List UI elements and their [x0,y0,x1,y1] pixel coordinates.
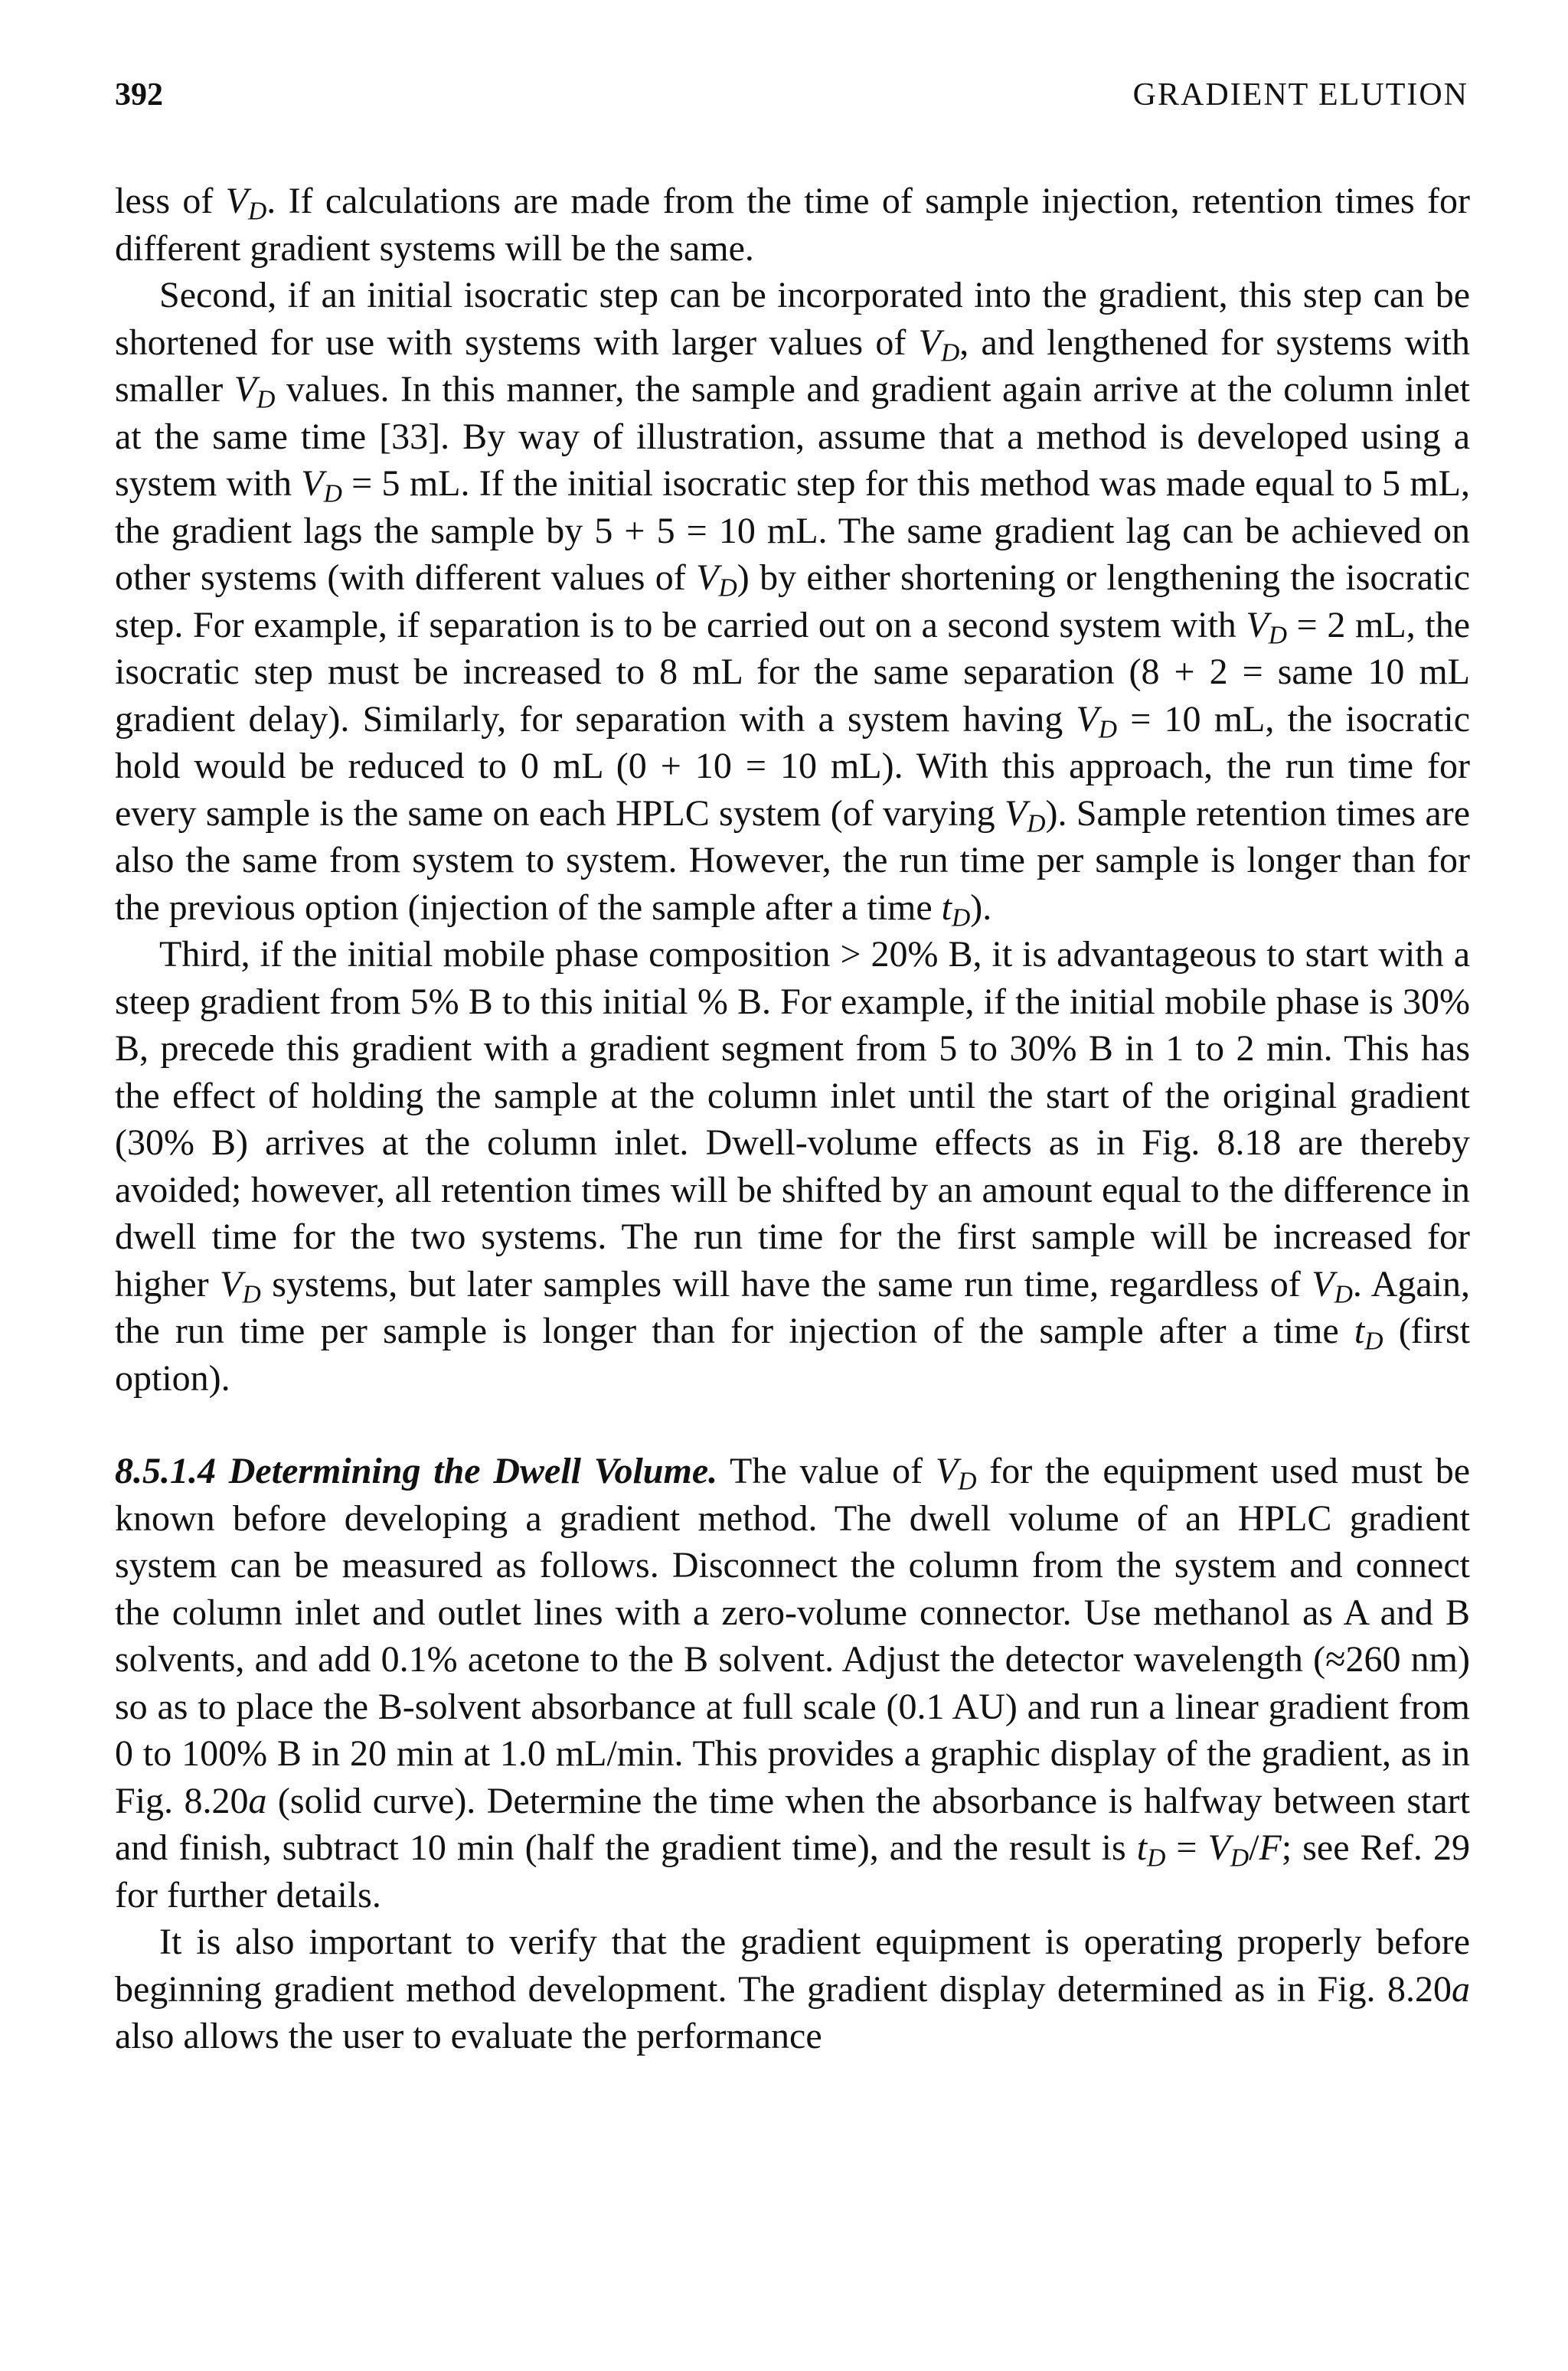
body-text [115,178,1470,2060]
figure-ref-letter: a [248,1780,267,1821]
symbol-td: $t_D$ [1354,1311,1383,1356]
page-header [115,77,1468,122]
symbol-vd: $V_D$ [696,557,737,603]
symbol-vd: $V_D$ [935,1451,977,1496]
paragraph-4: 8.5.1.4 Determining the Dwell Volume. The value of $V_D$ for the equipment used must be known before developing a gradient method. The dwell volume of an HPLC gradient system can be measured as follows. Disconnect the column from the system and connect the column inlet and outlet lines with a zero-volume connector. Use methanol as A and B solvents, and add 0.1% acetone to the B solvent. Adjust the detector wavelength (≈260 nm) so as to place the B-solvent absorbance at full scale (0.1 AU) and run a linear gradient from 0 to 100% B in 20 min at 1.0 mL/min. This provides a graphic display of the gradient, as in Fig. 8.20a (solid curve). Determine the time when the absorbance is halfway between start and finish, subtract 10 min (half the gradient time), and the result is $t_D = V_D/F$; see Ref. 29 for further details. [115,1451,1471,1915]
symbol-vd: $V_D$ [225,181,267,226]
symbol-f: F [1259,1827,1282,1868]
symbol-vd: $V_D$ [918,322,960,367]
symbol-vd: $V_D$ [234,369,276,414]
symbol-vd: $V_D$ [220,1263,261,1308]
paragraph-3: Third, if the initial mobile phase composition > 20% B, it is advantageous to start with a steep gradient from 5% B to this initial % B. For example, if the initial mobile phase is 30% B, precede this gradient with a gradient segment from 5 to 30% B in 1 to 2 min. This has the effect of holding the sample at the column inlet until the start of the original gradient (30% B) arrives at the column inlet. Dwell-volume effects as in Fig. 8.18 are thereby avoided; however, all retention times will be shifted by an amount equal to the difference in dwell time for the two systems. The run time for the first sample will be increased for higher $V_D$ systems, but later samples will have the same run time, regardless of $V_D$. Again, the run time per sample is longer than for injection of the sample after a time $t_D$ (first option). [115,934,1471,1399]
section-heading: 8.5.1.4 Determining the Dwell Volume. [115,1451,718,1491]
figure-ref-letter: a [1452,1968,1470,2010]
symbol-td: $t_D$ [941,887,971,932]
running-head: GRADIENT ELUTION [1132,77,1468,113]
paragraph-2: Second, if an initial isocratic step can be incorporated into the gradient, this step can be shortened for use with systems with larger values of $V_D$, and lengthened for systems with smaller $V_D$ values. In this manner, the sample and gradient again arrive at the column inlet at the same time [33]. By way of illustration, assume that a method is developed using a system with $V_D = 5$ mL. If the initial isocratic step for this method was made equal to 5 mL, the gradient lags the sample by 5 + 5 = 10 mL. The same gradient lag can be achieved on other systems (with different values of $V_D$) by either shortening or lengthening the isocratic step. For example, if separation is to be carried out on a second system with $V_D = 2$ mL, the isocratic step must be increased to 8 mL for the same separation (8 + 2 = same 10 mL gradient delay). Similarly, for separation with a system having $V_D = 10$ mL, the isocratic hold would be reduced to 0 mL (0 + 10 = 10 mL). With this approach, the run time for every sample is the same on each HPLC system (of varying $V_D$). Sample retention times are also the same from system to system. However, the run time per sample is longer than for the previous option (injection of the sample after a time $t_D$). [115,275,1471,932]
symbol-vd: $V_D$ [1076,698,1118,743]
symbol-vd: $V_D$ [1207,1827,1250,1873]
symbol-vd: $V_D$ [1312,1263,1353,1308]
symbol-vd: $V_D$ [1004,792,1046,838]
paragraph-5: It is also important to verify that the gradient equipment is operating properly before beginning gradient method development. The gradient display determined as in Fig. 8.20a also allows the user to evaluate the performance [115,1922,1470,2056]
paragraph-1: less of $V_D$. If calculations are made from the time of sample injection, retention times for different gradient systems will be the same. [115,181,1471,269]
symbol-vd: $V_D$ [301,463,342,508]
page-number: 392 [115,77,163,113]
symbol-vd: $V_D$ [1246,604,1288,649]
symbol-td: $t_D$ [1136,1827,1166,1873]
